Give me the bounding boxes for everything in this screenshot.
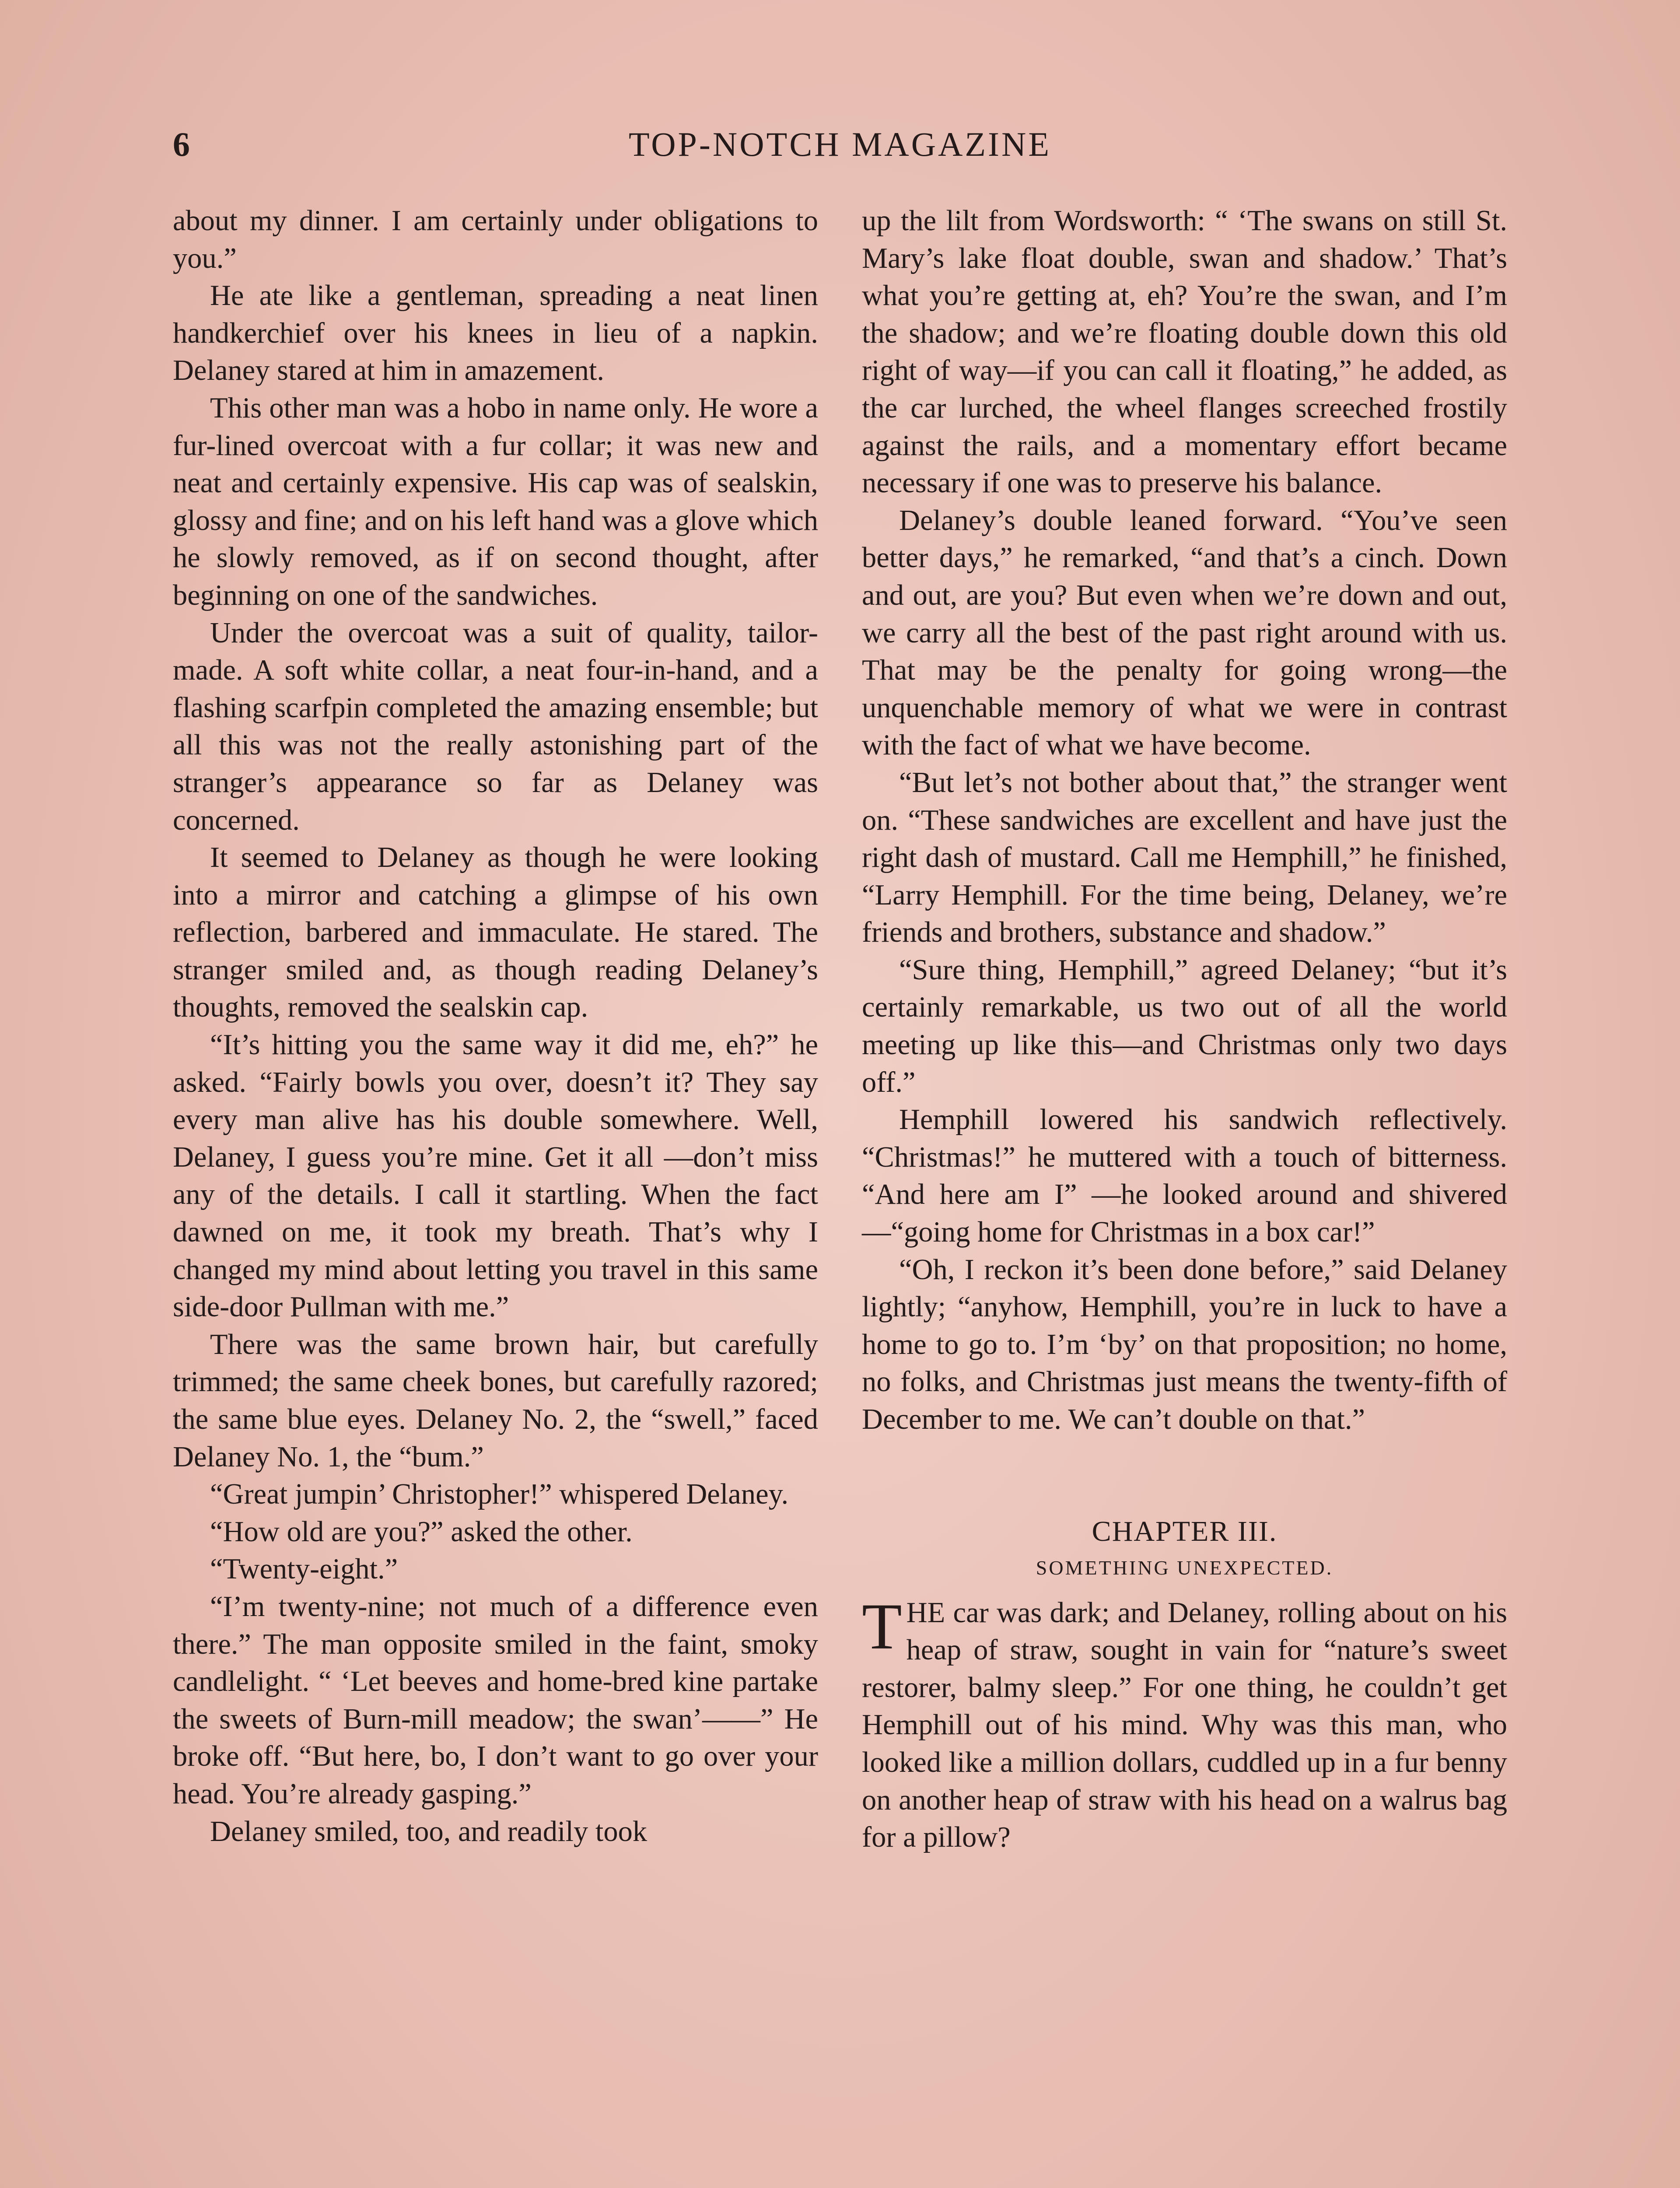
chapter-first-paragraph-text: HE car was dark; and Delaney, rolling about on his heap of straw, sought in vain for “nature’s sweet restorer, balmy sleep.” For one thing, he couldn’t get Hemphill out of his mind. Why was this man, who looked like a million dollars, cuddled up in a fur benny on another heap of straw with his head on a walrus bag for a pillow? [862, 1596, 1507, 1854]
page-number: 6 [173, 125, 190, 163]
paragraph: “How old are you?” asked the other. [210, 1515, 633, 1548]
paragraph: This other man was a hobo in name only. He wore a fur-lined overcoat with a fur collar; it was new and neat and certainly expensive. His cap was of sealskin, glossy and fine; and on his left hand was a glove which he slowly removed, as if on second thought, after beginning on one of the sandwiches. [173, 392, 818, 611]
magazine-title: TOP-NOTCH MAGAZINE [628, 125, 1051, 163]
chapter-subtitle: SOMETHING UNEXPECTED. [1036, 1556, 1334, 1579]
paragraph: He ate like a gentleman, spreading a neat linen handkerchief over his knees in lieu of a napkin. Delaney stared at him in amazement. [173, 280, 818, 387]
paragraph: “Great jumpin’ Christopher!” whispered Delaney. [210, 1478, 789, 1511]
paragraph: Delaney smiled, too, and readily took [210, 1815, 648, 1848]
paragraph: “I’m twenty-nine; not much of a difference even there.” The man opposite smiled in the faint, smoky candlelight. “ ‘Let beeves and home-bred kine partake the sweets of Burn-mill meadow; the swan’——” He broke off. “But here, bo, I don’t want to go over your head. You’re already gasping.” [173, 1590, 818, 1810]
paragraph: “It’s hitting you the same way it did me, eh?” he asked. “Fairly bowls you over, doesn’t it? They say every man alive has his double somewhere. Well, Delaney, I guess you’re mine. Get it all —don’t miss any of the details. I call it startling. When the fact dawned on me, it took my breath. That’s why I changed my mind about letting you travel in this same side-door Pullman with me.” [173, 1029, 818, 1323]
left-column [173, 202, 818, 1850]
paragraph: “Twenty-eight.” [210, 1553, 398, 1585]
paragraph: up the lilt from Wordsworth: “ ‘The swans on still St. Mary’s lake float double, swan and shadow.’ That’s what you’re getting at, eh? You’re the swan, and I’m the shadow; and we’re floating double down this old right of way—if you can call it floating,” he added, as the car lurched, the wheel flanges screeched frostily against the rails, and a momentary effort became necessary if one was to preserve his balance. [862, 205, 1507, 499]
paragraph: “But let’s not bother about that,” the stranger went on. “These sandwiches are excellent and have just the right dash of mustard. Call me Hemphill,” he finished, “Larry Hemphill. For the time being, Delaney, we’re friends and brothers, substance and shadow.” [862, 766, 1507, 949]
chapter-title: CHAPTER III. [1092, 1515, 1278, 1547]
paragraph: “Oh, I reckon it’s been done before,” said Delaney lightly; “anyhow, Hemphill, you’re in luck to have a home to go to. I’m ‘by’ on that proposition; no home, no folks, and Christmas just means the twenty-fifth of December to me. We can’t double on that.” [862, 1253, 1507, 1435]
paragraph: “Sure thing, Hemphill,” agreed Delaney; “but it’s certainly remarkable, us two out of all the world meeting up like this—and Christmas only two days off.” [862, 954, 1507, 1098]
paragraph: There was the same brown hair, but carefully trimmed; the same cheek bones, but carefully razored; the same blue eyes. Delaney No. 2, the “swell,” faced Delaney No. 1, the “bum.” [173, 1328, 818, 1473]
paragraph: Under the overcoat was a suit of quality, tailor-made. A soft white collar, a neat four-in-hand, and a flashing scarfpin completed the amazing ensemble; but all this was not the really astonishing part of the stranger’s appearance so far as Delaney was concerned. [173, 617, 818, 836]
paragraph: Delaney’s double leaned forward. “You’ve seen better days,” he remarked, “and that’s a cinch. Down and out, are you? But even when we’re down and out, we carry all the best of the past right around with us. That may be the penalty for going wrong—the unquenchable memory of what we were in contrast with the fact of what we have become. [862, 504, 1507, 761]
paragraph: Hemphill lowered his sandwich reflectively. “Christmas!” he muttered with a touch of bitterness. “And here am I” —he looked around and shivered—“going home for Christmas in a box car!” [862, 1104, 1507, 1248]
paragraph: about my dinner. I am certainly under obligations to you.” [173, 205, 818, 274]
running-head [173, 125, 1507, 168]
paragraph: It seemed to Delaney as though he were looking into a mirror and catching a glimpse of his own reflection, barbered and immaculate. He stared. The stranger smiled and, as though reading Delaney’s thoughts, removed the sealskin cap. [173, 842, 818, 1024]
chapter-first-paragraph [862, 1590, 1507, 1856]
right-column [862, 202, 1507, 1856]
drop-cap: T [862, 1590, 902, 1663]
